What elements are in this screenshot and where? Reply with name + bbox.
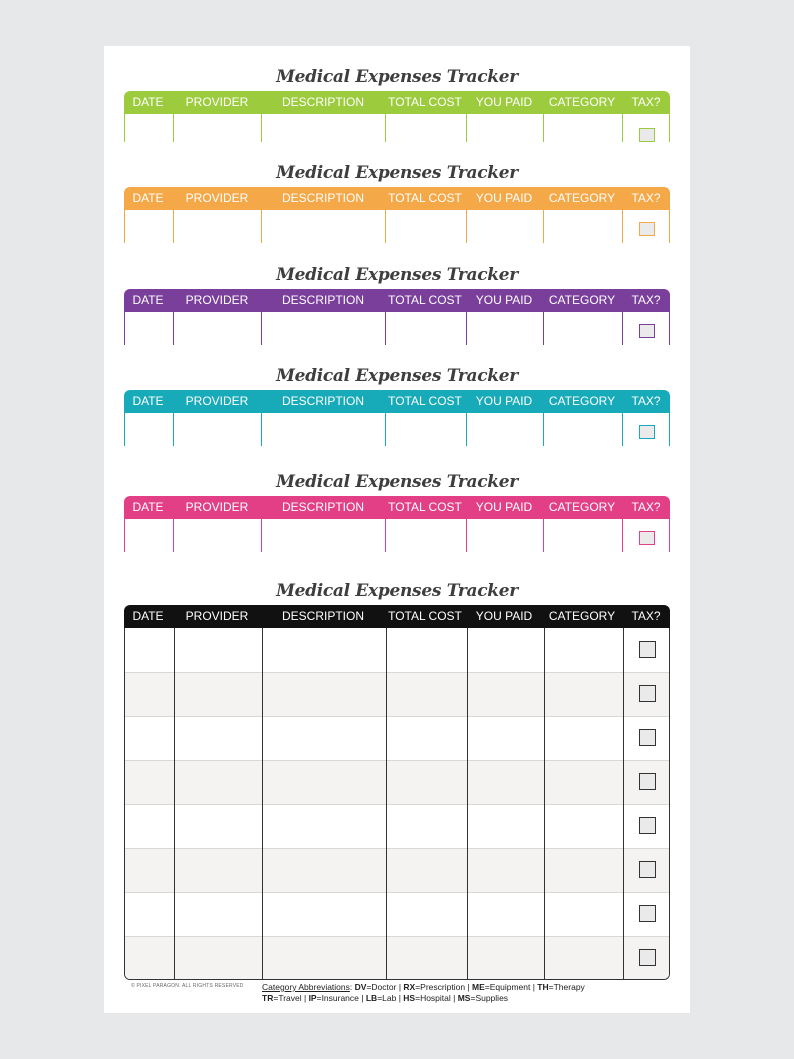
- table-row: [125, 936, 670, 980]
- column-divider: [174, 628, 175, 980]
- column-header: TAX?: [631, 191, 661, 205]
- column-divider: [543, 210, 544, 243]
- column-divider: [543, 114, 544, 142]
- column-divider: [466, 210, 467, 243]
- abbr-name: Doctor: [371, 982, 397, 992]
- column-divider: [385, 312, 386, 345]
- column-divider: [124, 519, 125, 552]
- tax-checkbox[interactable]: [639, 949, 656, 966]
- tracker-section: [124, 163, 670, 243]
- column-divider: [623, 628, 624, 980]
- column-header: PROVIDER: [185, 500, 249, 514]
- column-divider: [262, 628, 263, 980]
- column-divider: [385, 114, 386, 142]
- column-header: YOU PAID: [475, 500, 533, 514]
- tax-checkbox[interactable]: [639, 817, 656, 834]
- column-header: PROVIDER: [185, 95, 249, 109]
- abbr-name: Equipment: [489, 982, 531, 992]
- column-header: DESCRIPTION: [281, 191, 364, 205]
- column-divider: [543, 413, 544, 446]
- column-header: DESCRIPTION: [281, 609, 364, 623]
- column-header: TAX?: [631, 95, 661, 109]
- column-divider: [622, 413, 623, 446]
- column-divider: [261, 114, 262, 142]
- column-divider: [466, 519, 467, 552]
- column-header: CATEGORY: [548, 609, 616, 623]
- column-header: TOTAL COST: [388, 95, 462, 109]
- table-row: [125, 760, 670, 804]
- column-header: PROVIDER: [185, 191, 249, 205]
- column-divider: [669, 519, 670, 552]
- column-divider: [467, 628, 468, 980]
- abbreviations-line-1: Category Abbreviations: DV=Doctor | RX=Prescription | ME=Equipment | TH=Therapy: [262, 982, 585, 992]
- column-divider: [385, 210, 386, 243]
- column-header: TAX?: [631, 609, 661, 623]
- tracker-title: Medical Expenses Tracker: [276, 366, 518, 386]
- abbreviations-line-2: TR=Travel | IP=Insurance | LB=Lab | HS=Hospital | MS=Supplies: [262, 993, 509, 1003]
- column-header: DATE: [132, 95, 164, 109]
- column-divider: [385, 519, 386, 552]
- tracker-section: [124, 472, 670, 552]
- abbr-code: HS: [403, 993, 416, 1003]
- column-divider: [173, 519, 174, 552]
- abbr-name: Prescription: [420, 982, 466, 992]
- column-divider: [124, 413, 125, 446]
- column-header: TOTAL COST: [388, 500, 462, 514]
- abbr-code: DV: [354, 982, 367, 992]
- abbr-code: TR: [262, 993, 274, 1003]
- column-header: DATE: [132, 191, 164, 205]
- table-header: [124, 496, 670, 519]
- abbr-name: Therapy: [553, 982, 585, 992]
- column-header: YOU PAID: [475, 394, 533, 408]
- column-header: TAX?: [631, 394, 661, 408]
- column-divider: [124, 114, 125, 142]
- table-header: [124, 91, 670, 114]
- column-header: DATE: [132, 394, 164, 408]
- column-divider: [543, 519, 544, 552]
- column-divider: [173, 312, 174, 345]
- column-divider: [466, 312, 467, 345]
- abbr-code: ME: [472, 982, 485, 992]
- column-header: DESCRIPTION: [281, 394, 364, 408]
- column-divider: [261, 519, 262, 552]
- column-divider: [544, 628, 545, 980]
- tracker-section: [124, 265, 670, 345]
- tax-checkbox[interactable]: [639, 773, 656, 790]
- column-header: TOTAL COST: [388, 293, 462, 307]
- copyright-text: © PIXEL PARAGON. ALL RIGHTS RESERVED: [131, 983, 244, 989]
- abbr-name: Travel: [278, 993, 302, 1003]
- printable-page: [104, 46, 690, 1013]
- column-header: CATEGORY: [548, 394, 616, 408]
- tracker-title: Medical Expenses Tracker: [276, 67, 518, 87]
- column-header: CATEGORY: [548, 500, 616, 514]
- tax-checkbox[interactable]: [639, 729, 656, 746]
- abbr-name: Supplies: [475, 993, 509, 1003]
- tax-checkbox[interactable]: [639, 222, 655, 236]
- column-header: PROVIDER: [185, 293, 249, 307]
- column-header: DESCRIPTION: [281, 95, 364, 109]
- column-divider: [124, 210, 125, 243]
- column-header: PROVIDER: [185, 609, 249, 623]
- abbr-code: TH: [537, 982, 549, 992]
- column-header: CATEGORY: [548, 293, 616, 307]
- abbr-name: Hospital: [420, 993, 451, 1003]
- tax-checkbox[interactable]: [639, 905, 656, 922]
- table-row: [125, 892, 670, 936]
- column-divider: [173, 114, 174, 142]
- table-row: [125, 672, 670, 716]
- tax-checkbox[interactable]: [639, 425, 655, 439]
- column-header: TAX?: [631, 293, 661, 307]
- tracker-title: Medical Expenses Tracker: [276, 581, 518, 601]
- tax-checkbox[interactable]: [639, 324, 655, 338]
- column-divider: [669, 210, 670, 243]
- table-header: [124, 187, 670, 210]
- table-header: [124, 289, 670, 312]
- column-divider: [543, 312, 544, 345]
- abbr-name: Insurance: [321, 993, 359, 1003]
- column-header: DESCRIPTION: [281, 500, 364, 514]
- column-divider: [385, 413, 386, 446]
- table-body: [124, 628, 670, 980]
- column-header: YOU PAID: [475, 293, 533, 307]
- column-divider: [669, 114, 670, 142]
- column-header: DESCRIPTION: [281, 293, 364, 307]
- column-divider: [173, 413, 174, 446]
- column-divider: [261, 413, 262, 446]
- column-header: CATEGORY: [548, 191, 616, 205]
- column-divider: [386, 628, 387, 980]
- tax-checkbox[interactable]: [639, 641, 656, 658]
- column-divider: [261, 312, 262, 345]
- column-divider: [124, 312, 125, 345]
- column-divider: [466, 114, 467, 142]
- tracker-title: Medical Expenses Tracker: [276, 163, 518, 183]
- abbr-code: IP: [308, 993, 317, 1003]
- tax-checkbox[interactable]: [639, 531, 655, 545]
- column-header: YOU PAID: [475, 95, 533, 109]
- column-header: TOTAL COST: [388, 394, 462, 408]
- column-divider: [466, 413, 467, 446]
- tracker-section: [124, 67, 670, 147]
- column-header: DATE: [132, 293, 164, 307]
- column-divider: [261, 210, 262, 243]
- tracker-title: Medical Expenses Tracker: [276, 265, 518, 285]
- column-header: DATE: [132, 609, 164, 623]
- column-header: PROVIDER: [185, 394, 249, 408]
- table-header: [124, 390, 670, 413]
- table-header: [124, 605, 670, 628]
- column-header: YOU PAID: [475, 609, 533, 623]
- abbr-name: Lab: [382, 993, 397, 1003]
- table-row: [125, 628, 670, 672]
- tracker-section: [124, 366, 670, 446]
- column-header: TOTAL COST: [388, 191, 462, 205]
- column-divider: [622, 312, 623, 345]
- column-divider: [622, 114, 623, 142]
- column-divider: [173, 210, 174, 243]
- category-abbreviations: [262, 982, 585, 1004]
- column-divider: [669, 312, 670, 345]
- column-divider: [622, 210, 623, 243]
- abbr-code: RX: [403, 982, 416, 992]
- abbreviations-label: Category Abbreviations: [262, 982, 350, 992]
- column-header: DATE: [132, 500, 164, 514]
- tracker-section: [124, 581, 670, 981]
- column-header: CATEGORY: [548, 95, 616, 109]
- column-divider: [669, 413, 670, 446]
- abbr-code: MS: [457, 993, 471, 1003]
- tax-checkbox[interactable]: [639, 861, 656, 878]
- tracker-title: Medical Expenses Tracker: [276, 472, 518, 492]
- tax-checkbox[interactable]: [639, 128, 655, 142]
- column-divider: [622, 519, 623, 552]
- tax-checkbox[interactable]: [639, 685, 656, 702]
- column-header: YOU PAID: [475, 191, 533, 205]
- table-row: [125, 848, 670, 892]
- column-header: TAX?: [631, 500, 661, 514]
- abbr-code: LB: [365, 993, 378, 1003]
- table-row: [125, 804, 670, 848]
- table-row: [125, 716, 670, 760]
- column-header: TOTAL COST: [388, 609, 462, 623]
